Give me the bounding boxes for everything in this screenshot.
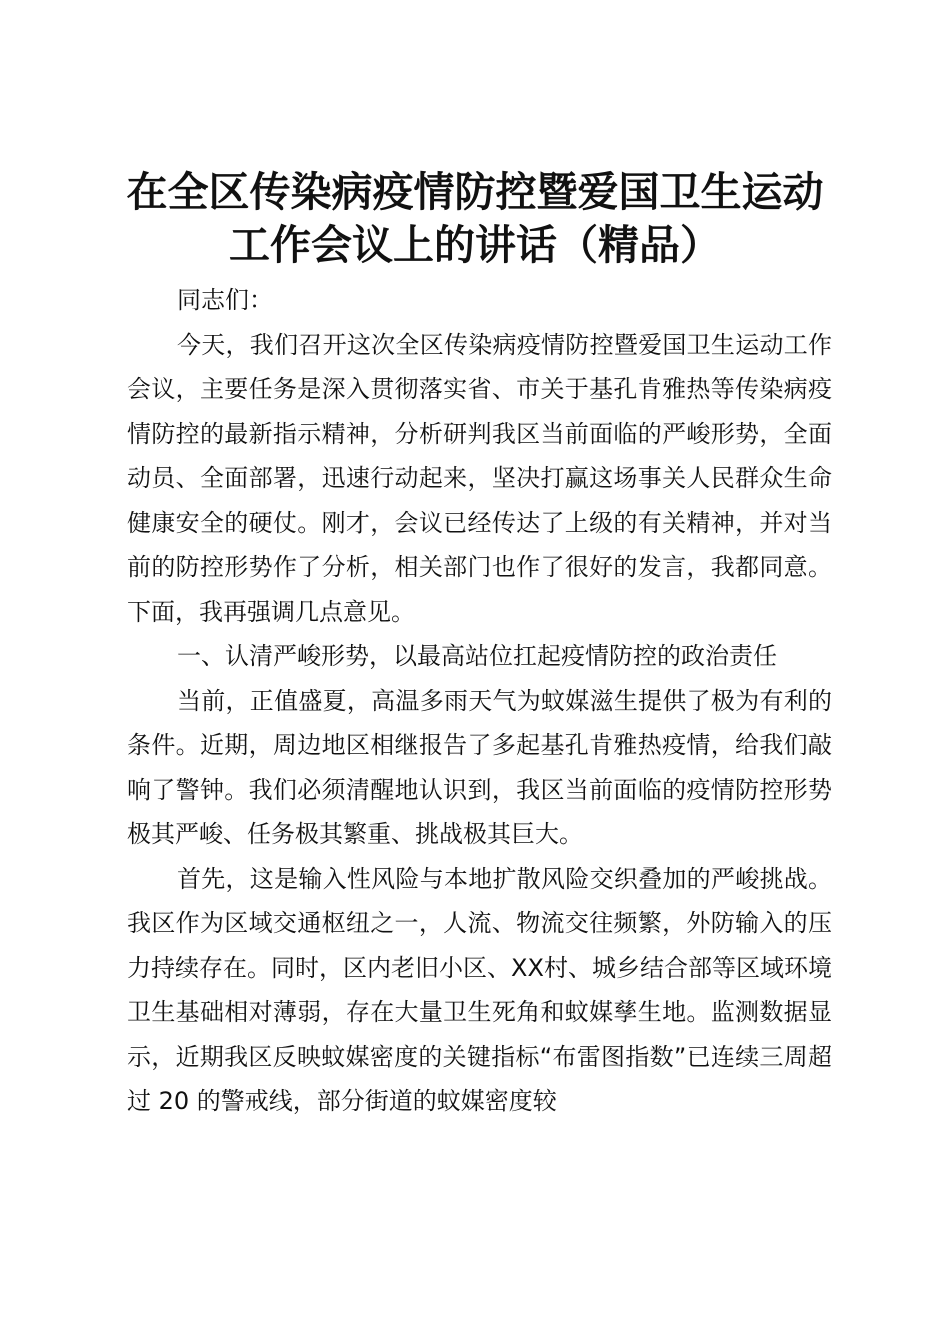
paragraph-first-point: 首先，这是输入性风险与本地扩散风险交织叠加的严峻挑战。我区作为区域交通枢纽之一，人流、物流交往频繁，外防输入的压力持续存在。同时，区内老旧小区、XX村、城乡结合部等区域环境卫生基础相对薄弱，存在大量卫生死角和蚊媒孳生地。监测数据显示，近期我区反映蚊媒密度的关键指标“布雷图指数”已连续三周超过 20 的警戒线，部分街道的蚊媒密度较 [127,864,832,1115]
document-title [110,166,840,272]
title-line-2: 工作会议上的讲话（精品） [229,221,721,269]
section-heading-1: 一、认清严峻形势，以最高站位扛起疫情防控的政治责任 [177,642,777,670]
document-body [127,278,832,1124]
salutation: 同志们： [177,286,273,314]
title-line-1: 在全区传染病疫情防控暨爱国卫生运动 [126,168,824,216]
paragraph-situation: 当前，正值盛夏，高温多雨天气为蚊媒滋生提供了极为有利的条件。近期，周边地区相继报告了多起基孔肯雅热疫情，给我们敲响了警钟。我们必须清醒地认识到，我区当前面临的疫情防控形势极其严峻、任务极其繁重、挑战极其巨大。 [127,686,832,848]
paragraph-intro: 今天，我们召开这次全区传染病疫情防控暨爱国卫生运动工作会议，主要任务是深入贯彻落实省、市关于基孔肯雅热等传染病疫情防控的最新指示精神，分析研判我区当前面临的严峻形势，全面动员、全面部署，迅速行动起来，坚决打赢这场事关人民群众生命健康安全的硬仗。刚才，会议已经传达了上级的有关精神，并对当前的防控形势作了分析，相关部门也作了很好的发言，我都同意。下面，我再强调几点意见。 [127,330,832,626]
